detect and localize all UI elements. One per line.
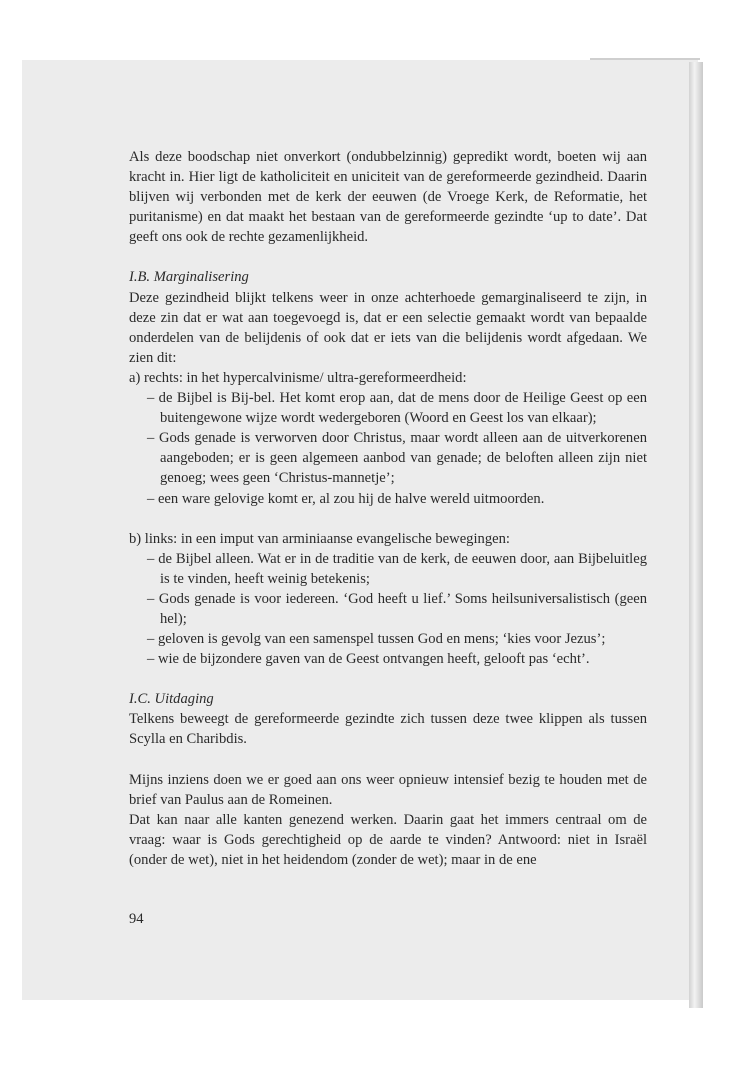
list-item: – Gods genade is voor iedereen. ‘God heeft u lief.’ Soms heilsuniversalistisch (geen hel); (147, 590, 647, 627)
page-top-edge (590, 58, 700, 60)
section-heading-ib: I.B. Marginalisering (129, 269, 249, 286)
spacer (129, 750, 647, 770)
closing-paragraph-1: Mijns inziens doen we er goed aan ons weer opnieuw intensief bezig te houden met de brief van Paulus aan de Romeinen. (129, 771, 647, 808)
intro-paragraph: Als deze boodschap niet onverkort (ondubbelzinnig) gepredikt wordt, boeten wij aan kracht in. Hier ligt de katholiciteit en uniciteit van de gereformeerde gezindheid. Daarin blijven wij verbonden met de kerk der eeuwen (de Vroege Kerk, de Reformatie, het puritanisme) en dat maakt het bestaan van de gereformeerde gezindte ‘up to date’. Dat geeft ons ook de rechte gezamenlijkheid. (129, 149, 647, 246)
list-a-label: a) rechts: in het hypercalvinisme/ ultra-gereformeerdheid: (129, 369, 467, 386)
list-item: – de Bijbel is Bij-bel. Het komt erop aan, dat de mens door de Heilige Geest op een buitengewone wijze wordt wedergeboren (Woord en Geest los van elkaar); (147, 390, 647, 427)
list-b-label: b) links: in een imput van arminiaanse evangelische bewegingen: (129, 530, 510, 547)
list-item: – een ware gelovige komt er, al zou hij de halve wereld uitmoorden. (147, 490, 545, 507)
list-item: – geloven is gevolg van een samenspel tussen God en mens; ‘kies voor Jezus’; (147, 631, 606, 648)
page-number: 94 (129, 911, 144, 927)
closing-paragraph-2: Dat kan naar alle kanten genezend werken. Daarin gaat het immers centraal om de vraag: waar is Gods gerechtigheid op de aarde te vinden? Antwoord: niet in Israël (onder de wet), niet in het heidendom (zonder de wet); maar in de ene (129, 811, 647, 868)
spacer (129, 669, 647, 689)
body-text (129, 147, 647, 870)
section-ib-paragraph: Deze gezindheid blijkt telkens weer in onze achterhoede gemarginaliseerd te zijn, in deze zin dat er wat aan toegevoegd is, dat er een selectie gemaakt wordt van bepaalde onderdelen van de belijdenis of ook dat er iets van die belijdenis wordt afgedaan. We zien dit: (129, 289, 647, 366)
spacer (129, 509, 647, 529)
spacer (129, 247, 647, 267)
list-item: – wie de bijzondere gaven van de Geest ontvangen heeft, gelooft pas ‘echt’. (147, 651, 590, 668)
list-item: – Gods genade is verworven door Christus, maar wordt alleen aan de uitverkorenen aangeboden; er is geen algemeen aanbod van genade; de beloften alleen zijn niet genoeg; wees geen ‘Christus-mannetje’; (147, 430, 647, 487)
list-item: – de Bijbel alleen. Wat er in de traditie van de kerk, de eeuwen door, aan Bijbeluitleg is te vinden, heeft weinig betekenis; (147, 550, 647, 587)
section-ic-paragraph: Telkens beweegt de gereformeerde gezindte zich tussen deze twee klippen als tussen Scylla en Charibdis. (129, 711, 647, 748)
book-spine-edge (689, 62, 703, 1008)
section-heading-ic: I.C. Uitdaging (129, 691, 214, 708)
